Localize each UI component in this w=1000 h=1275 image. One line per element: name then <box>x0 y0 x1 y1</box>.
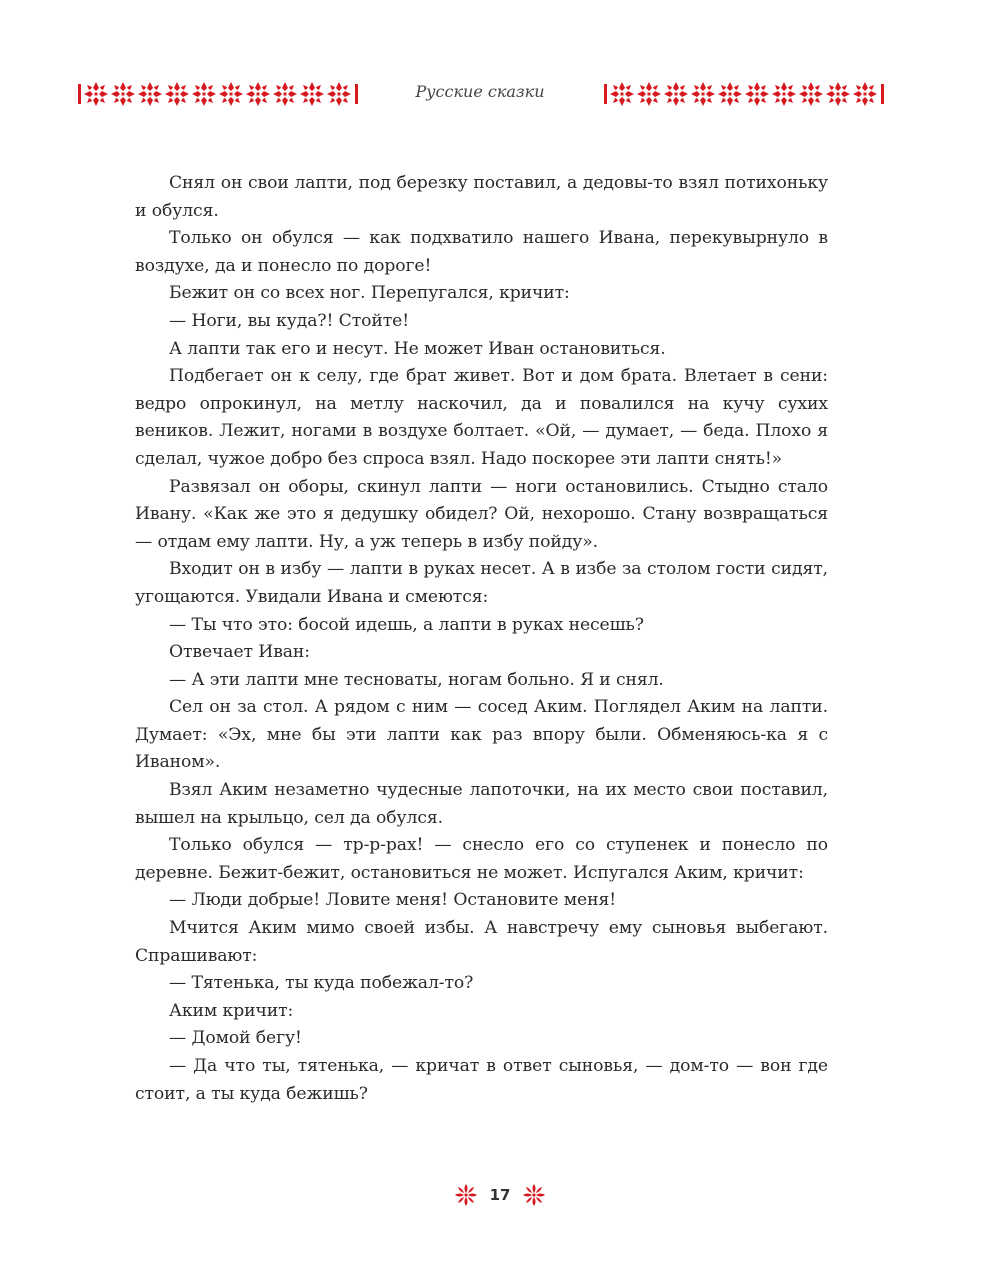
paragraph: Отвечает Иван: <box>169 642 310 663</box>
page-footer <box>0 1180 1000 1210</box>
paragraph: — Ноги, вы куда?! Стойте! <box>169 310 410 331</box>
running-title: Русские сказки <box>415 82 545 101</box>
paragraph: — Люди добрые! Ловите меня! Остановите меня! <box>169 890 617 911</box>
paragraph: Взял Аким незаметно чудесные лапоточки, на их место свои поставил, вышел на крыльцо, сел да обулся. <box>135 780 828 828</box>
paragraph: Аким кричит: <box>169 1000 294 1021</box>
paragraph: Подбегает он к селу, где брат живет. Вот и дом брата. Влетает в сени: ведро опрокинул, на метлу наскочил, да и повалился на кучу сухих веников. Лежит, ногами в воздухе болтает. «Ой, — думает, — беда. Плохо я сделал, чужое добро без спроса взял. Надо поскорее эти лапти снять!» <box>135 366 828 469</box>
paragraph: Снял он свои лапти, под березку поставил, а дедовы-то взял потихоньку и обулся. <box>135 173 828 221</box>
paragraph: — А эти лапти мне тесноваты, ногам больно. Я и снял. <box>169 669 664 690</box>
ornament-border-right <box>604 78 884 110</box>
paragraph: — Тятенька, ты куда побежал-то? <box>169 973 474 994</box>
story-text <box>135 170 828 1108</box>
paragraph: — Домой бегу! <box>169 1028 302 1049</box>
paragraph: — Ты что это: босой идешь, а лапти в руках несешь? <box>169 614 644 635</box>
paragraph: Бежит он со всех ног. Перепугался, кричит: <box>169 283 570 304</box>
paragraph: Только обулся — тр-р-рах! — снесло его со ступенек и понесло по деревне. Бежит-бежит, остановиться не может. Испугался Аким, кричит: <box>135 835 828 883</box>
flower-ornament-icon <box>454 1183 478 1207</box>
page-number: 17 <box>489 1186 511 1204</box>
flower-ornament-icon <box>522 1183 546 1207</box>
paragraph: Развязал он оборы, скинул лапти — ноги остановились. Стыдно стало Ивану. «Как же это я дедушку обидел? Ой, нехорошо. Стану возвращаться — отдам ему лапти. Ну, а уж теперь в избу пойду». <box>135 476 828 552</box>
paragraph: Входит он в избу — лапти в руках несет. А в избе за столом гости сидят, угощаются. Увидали Ивана и смеются: <box>135 559 828 607</box>
page-header <box>0 78 1000 110</box>
paragraph: Мчится Аким мимо своей избы. А навстречу ему сыновья выбегают. Спрашивают: <box>135 918 828 966</box>
paragraph: Только он обулся — как подхватило нашего Ивана, перекувырнуло в воздухе, да и понесло по дороге! <box>135 228 828 276</box>
ornament-border-left <box>78 78 358 110</box>
paragraph: А лапти так его и несут. Не может Иван остановиться. <box>169 338 666 359</box>
paragraph: Сел он за стол. А рядом с ним — сосед Аким. Поглядел Аким на лапти. Думает: «Эх, мне бы эти лапти как раз впору были. Обменяюсь-ка я с Иваном». <box>135 697 828 773</box>
paragraph: — Да что ты, тятенька, — кричат в ответ сыновья, — дом-то — вон где стоит, а ты куда бежишь? <box>135 1056 828 1104</box>
